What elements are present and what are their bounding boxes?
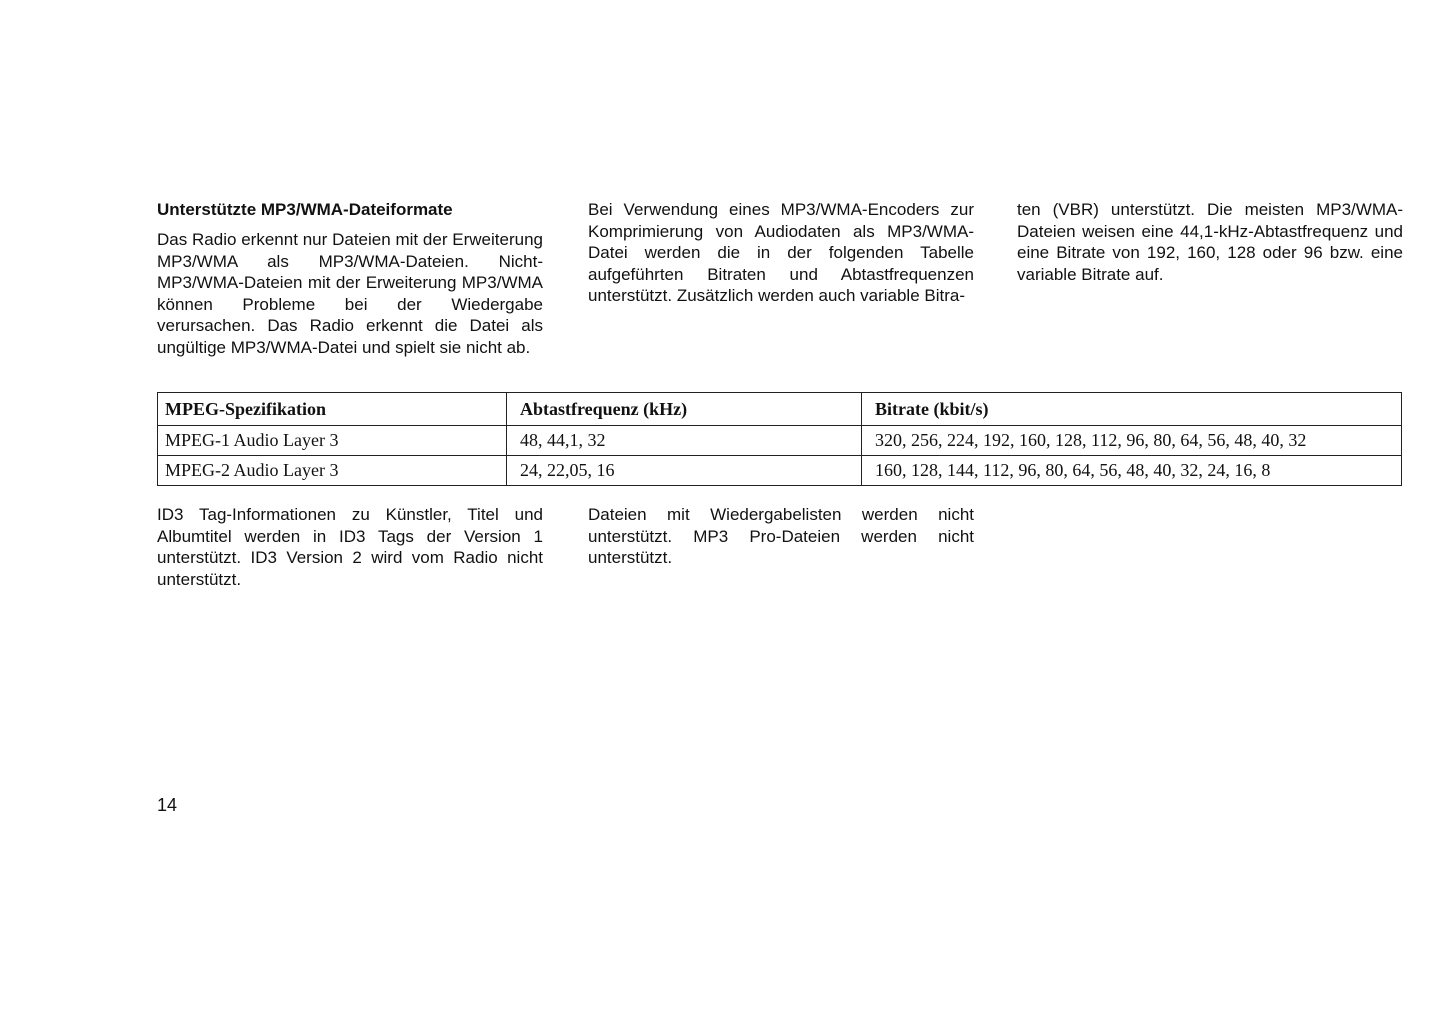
table-row: [158, 426, 1402, 456]
cell-sample-rate: 48, 44,1, 32: [507, 426, 862, 456]
section-heading: Unterstützte MP3/WMA-Dateiformate: [157, 200, 453, 219]
column-2: [588, 199, 974, 307]
encoder-paragraph-continued: ten (VBR) unterstützt. Die meisten MP3/WMA-Dateien weisen eine 44,1-kHz-Abtastfrequenz und eine Bitrate von 192, 160, 128 oder 96 bzw. eine variable Bitrate auf.: [1017, 200, 1403, 284]
cell-bitrate: 320, 256, 224, 192, 160, 128, 112, 96, 80, 64, 56, 48, 40, 32: [862, 426, 1402, 456]
header-sample-rate: Abtastfrequenz (kHz): [507, 393, 862, 426]
table-header-row: [158, 393, 1402, 426]
column-3: [1017, 199, 1403, 285]
cell-bitrate: 160, 128, 144, 112, 96, 80, 64, 56, 48, 40, 32, 24, 16, 8: [862, 456, 1402, 486]
table-row: [158, 456, 1402, 486]
playlists-paragraph: Dateien mit Wiedergabelisten werden nicht unterstützt. MP3 Pro-Dateien werden nicht unterstützt.: [588, 505, 974, 568]
intro-paragraph: Das Radio erkennt nur Dateien mit der Erweiterung MP3/WMA als MP3/WMA-Dateien. Nicht-MP3/WMA-Dateien mit der Erweiterung MP3/WMA können Probleme bei der Wiedergabe verursachen. Das Radio erkennt die Datei als ungültige MP3/WMA-Datei und spielt sie nicht ab.: [157, 230, 543, 357]
mpeg-spec-table: [157, 392, 1402, 486]
cell-mpeg-spec: MPEG-2 Audio Layer 3: [158, 456, 507, 486]
column-4: [157, 504, 543, 590]
header-bitrate: Bitrate (kbit/s): [862, 393, 1402, 426]
cell-mpeg-spec: MPEG-1 Audio Layer 3: [158, 426, 507, 456]
encoder-paragraph: Bei Verwendung eines MP3/WMA-Encoders zur Komprimierung von Audiodaten als MP3/WMA-Datei werden die in der folgenden Tabelle aufgeführten Bitraten und Abtastfrequenzen unterstützt. Zusätzlich werden auch variable Bitra-: [588, 200, 974, 306]
header-mpeg-spec: MPEG-Spezifikation: [158, 393, 507, 426]
column-5: [588, 504, 974, 569]
id3-paragraph: ID3 Tag-Informationen zu Künstler, Titel und Albumtitel werden in ID3 Tags der Version 1 unterstützt. ID3 Version 2 wird vom Radio nicht unterstützt.: [157, 505, 543, 589]
cell-sample-rate: 24, 22,05, 16: [507, 456, 862, 486]
column-1: [157, 199, 543, 359]
page-number: 14: [157, 795, 178, 815]
